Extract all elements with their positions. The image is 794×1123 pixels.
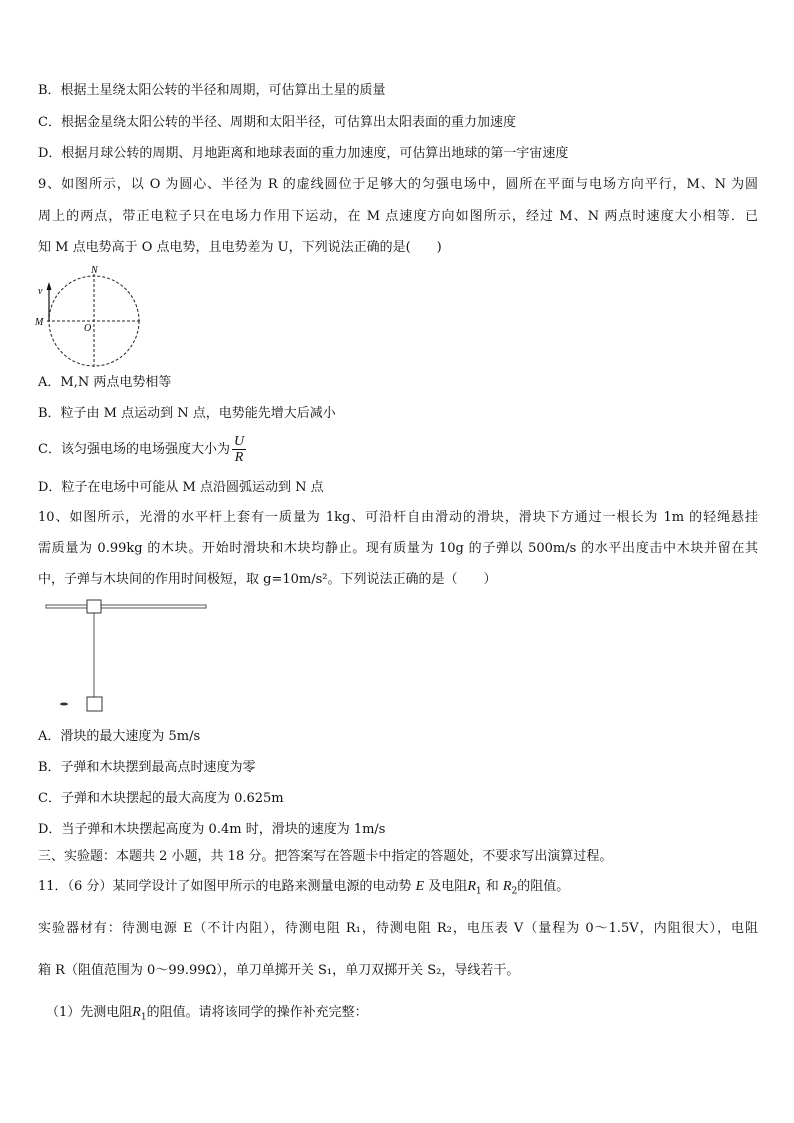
q11-intro-d: 的阻值。: [517, 879, 570, 894]
q10-stem-line3: 中，子弹与木块间的作用时间极短，取 g=10m/s²。下列说法正确的是（ ）: [38, 572, 497, 587]
horizontal-rod: [46, 605, 206, 608]
q11-intro-a: 11．（6 分）某同学设计了如图甲所示的电路来测量电源的电动势: [38, 879, 412, 894]
q8-option-c: C．根据金星绕太阳公转的半径、周期和太阳半径，可估算出太阳表面的重力加速度: [38, 115, 516, 130]
q11-step1-a: （1）先测电阻: [46, 1005, 133, 1020]
q10-option-d: D．当子弹和木块摆起高度为 0.4m 时，滑块的速度为 1m/s: [38, 822, 386, 837]
field-fraction: [232, 434, 246, 465]
q9-stem-line1: 9、如图所示，以 O 为圆心、半径为 R 的虚线圆位于足够大的匀强电场中，圆所在平面与电场方向平行，M、N 为圆: [38, 177, 758, 192]
q10-option-c: C．子弹和木块摆起的最大高度为 0.625m: [38, 791, 284, 806]
label-v: v: [38, 286, 43, 297]
section-heading: 三、实验题：本题共 2 小题，共 18 分。把答案写在答题卡中指定的答题处，不要求写出演算过程。: [38, 849, 613, 864]
q9-option-d: D．粒子在电场中可能从 M 点沿圆弧运动到 N 点: [38, 480, 324, 495]
label-n: N: [91, 265, 98, 276]
fraction-numerator: U: [233, 434, 245, 449]
q11-symbol-r2: R: [502, 879, 512, 894]
q11-step1-symbol-sub: 1: [140, 1012, 147, 1023]
q10-stem-line2: 需质量为 0.99kg 的木块。开始时滑块和木块均静止。现有质量为 10g 的子弹以 500m/s 的水平出度击中木块并留在其: [38, 541, 758, 556]
velocity-arrowhead: [47, 282, 52, 290]
q10-option-b: B．子弹和木块摆到最高点时速度为零: [38, 760, 256, 775]
q9-option-b: B．粒子由 M 点运动到 N 点，电势能先增大后减小: [38, 406, 336, 421]
q11-symbol-r2-sub: 2: [511, 886, 518, 897]
q9-stem-line2: 周上的两点，带正电粒子只在电场力作用下运动，在 M 点速度方向如图所示，经过 M、N 两点时速度大小相等．已: [38, 209, 758, 224]
slider-block: [87, 600, 101, 613]
q8-option-d: D．根据月球公转的周期、月地距离和地球表面的重力加速度，可估算出地球的第一宇宙速度: [38, 146, 569, 161]
q11-step1: [46, 1004, 368, 1027]
q9-option-a: A．M,N 两点电势相等: [38, 375, 172, 390]
q11-step1-symbol-r: R: [132, 1005, 141, 1020]
wooden-block: [87, 697, 102, 711]
q10-stem-line1: 10、如图所示，光滑的水平杆上套有一质量为 1kg、可沿杆自由滑动的滑块，滑块下方通过一根长为 1m 的轻绳悬挂: [38, 510, 758, 525]
q10-pendulum-figure: [44, 598, 214, 718]
q11-symbol-e: E: [415, 879, 425, 894]
q9-circle-figure: [34, 264, 164, 370]
q11-symbol-r1-sub: 1: [475, 886, 482, 897]
q10-option-a: A．滑块的最大速度为 5m/s: [38, 729, 201, 744]
q11-materials-line2: 箱 R（阻值范围为 0～99.99Ω），单刀单掷开关 S₁，单刀双掷开关 S₂，导线若干。: [38, 963, 520, 978]
fraction-denominator: R: [234, 450, 244, 465]
label-m: M: [35, 317, 44, 328]
label-o: O: [84, 323, 92, 334]
q11-intro-b: 及电阻: [428, 879, 468, 894]
q11-symbol-r1: R: [467, 879, 476, 894]
q11-step1-b: 的阻值。请将该同学的操作补充完整：: [146, 1005, 368, 1020]
q9-option-c-text: C．该匀强电场的电场强度大小为: [38, 442, 230, 457]
q11-intro-c: 和: [485, 879, 499, 894]
q9-option-c: [38, 434, 246, 465]
q9-stem-line3: 知 M 点电势高于 O 点电势，且电势差为 U，下列说法正确的是( ): [38, 240, 442, 255]
q11-materials-line1: 实验器材有：待测电源 E（不计内阻），待测电阻 R₁，待测电阻 R₂，电压表 V（量程为 0～1.5V，内阻很大），电阻: [38, 921, 758, 936]
bullet: [60, 703, 68, 706]
q8-option-b: B．根据土星绕太阳公转的半径和周期，可估算出土星的质量: [38, 83, 386, 98]
q11-intro: [38, 878, 569, 901]
